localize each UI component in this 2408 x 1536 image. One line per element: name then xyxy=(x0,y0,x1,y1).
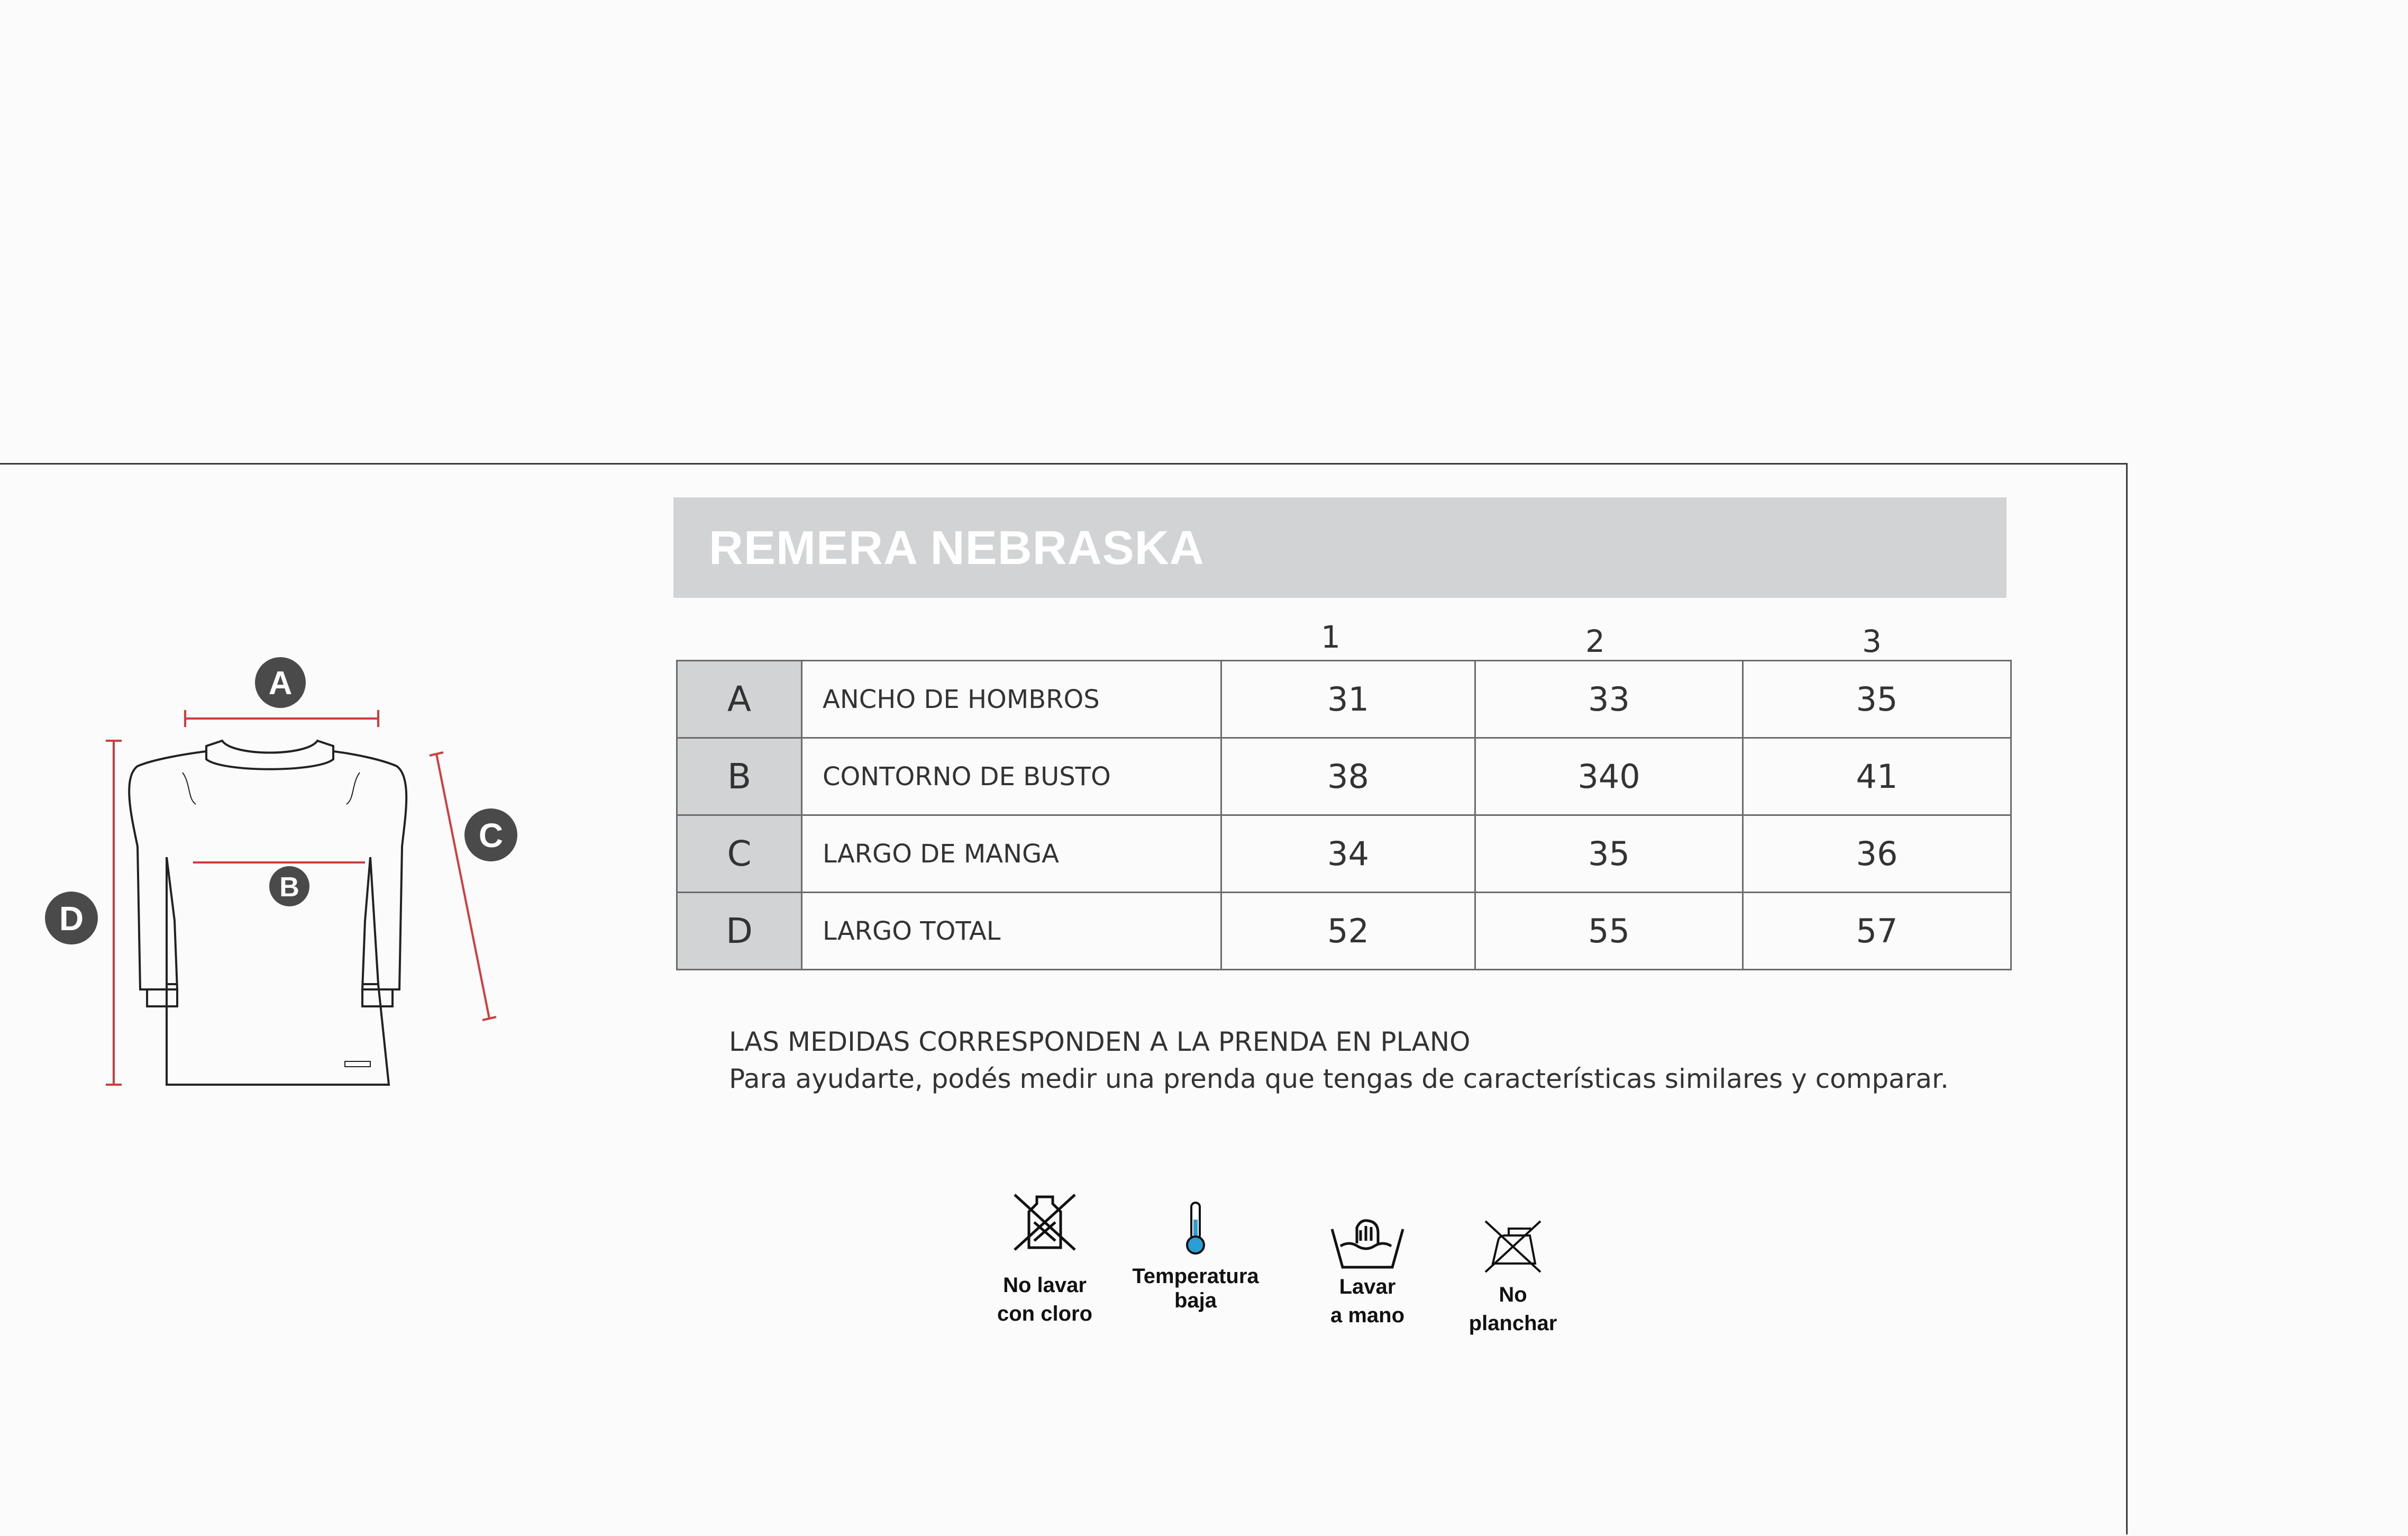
cell-value: 35 xyxy=(1475,815,1743,893)
cell-value: 52 xyxy=(1221,893,1475,970)
row-letter: D xyxy=(677,893,802,970)
table-row xyxy=(677,738,2011,815)
badge-d xyxy=(45,892,98,944)
care-label: No planchar xyxy=(1468,1283,1557,1335)
badge-a xyxy=(255,657,306,708)
row-label: CONTORNO DE BUSTO xyxy=(802,738,1221,815)
badge-c xyxy=(464,808,517,861)
care-label: baja xyxy=(1174,1289,1217,1312)
cell-value: 35 xyxy=(1743,661,2011,738)
cell-value: 31 xyxy=(1221,661,1475,738)
size-header-1: 1 xyxy=(1321,619,1340,655)
care-no-bleach xyxy=(984,1190,1106,1328)
cell-value: 33 xyxy=(1475,661,1743,738)
svg-text:A: A xyxy=(268,665,293,702)
care-label: a mano xyxy=(1330,1304,1405,1327)
no-iron-icon xyxy=(1481,1217,1545,1275)
measure-help-text: Para ayudarte, podés medir una prenda que tengas de características similares y comparar. xyxy=(729,1064,1949,1094)
shirt-outline xyxy=(129,741,406,1085)
table-row xyxy=(677,661,2011,738)
page-title: REMERA NEBRASKA xyxy=(709,522,1205,575)
care-no-iron xyxy=(1452,1217,1574,1338)
svg-text:D: D xyxy=(59,899,84,938)
size-header-2: 2 xyxy=(1585,623,1605,659)
cell-value: 57 xyxy=(1743,893,2011,970)
size-table xyxy=(676,660,2012,970)
care-label: Temperatura xyxy=(1132,1265,1259,1288)
cell-value: 38 xyxy=(1221,738,1475,815)
row-label: LARGO TOTAL xyxy=(802,893,1221,970)
care-label: Lavar xyxy=(1339,1275,1396,1298)
cell-value: 34 xyxy=(1221,815,1475,893)
row-letter: C xyxy=(677,815,802,893)
table-row xyxy=(677,893,2011,970)
garment-diagram xyxy=(32,646,561,1122)
no-bleach-icon xyxy=(1010,1190,1079,1254)
row-letter: B xyxy=(677,738,802,815)
care-label: No lavar xyxy=(1003,1274,1087,1297)
table-row xyxy=(677,815,2011,893)
care-hand-wash xyxy=(1307,1214,1428,1330)
svg-text:C: C xyxy=(478,816,504,855)
cell-value: 41 xyxy=(1743,738,2011,815)
cell-value: 340 xyxy=(1475,738,1743,815)
row-letter: A xyxy=(677,661,802,738)
measure-note: LAS MEDIDAS CORRESPONDEN A LA PRENDA EN PLANO xyxy=(729,1026,1471,1057)
thermometer-icon xyxy=(1180,1198,1211,1257)
row-label: LARGO DE MANGA xyxy=(802,815,1221,893)
cell-value: 36 xyxy=(1743,815,2011,893)
size-header-3: 3 xyxy=(1862,623,1882,659)
row-label: ANCHO DE HOMBROS xyxy=(802,661,1221,738)
cell-value: 55 xyxy=(1475,893,1743,970)
care-label: con cloro xyxy=(997,1302,1093,1325)
hand-wash-icon xyxy=(1328,1214,1407,1273)
badge-b xyxy=(269,866,309,906)
care-low-temperature xyxy=(1127,1198,1264,1315)
svg-text:B: B xyxy=(279,872,299,903)
